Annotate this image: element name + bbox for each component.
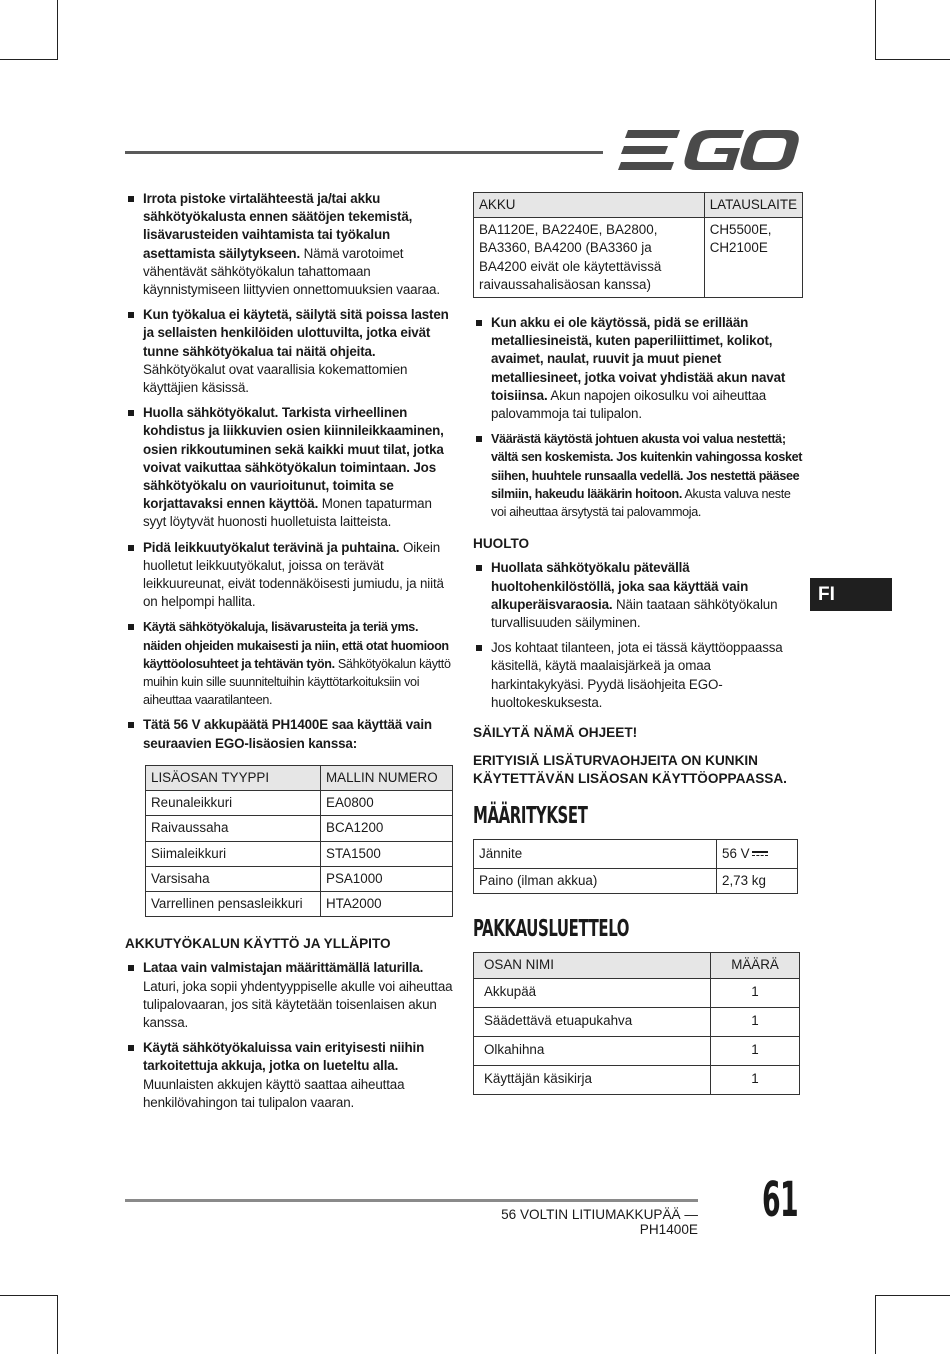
header-rule: [125, 151, 603, 154]
specs-table: [473, 839, 798, 894]
specs-title: MÄÄRITYKSET: [473, 802, 588, 829]
extra-safety-note: ERITYISIÄ LISÄTURVAOHJEITA ON KUNKIN KÄYTETTÄVÄN LISÄOSAN KÄYTTÖOPPAASSA.: [473, 753, 787, 787]
list-item: Tätä 56 V akkupäätä PH1400E saa käyttää vain seuraavien EGO-lisäosien kanssa:: [125, 716, 455, 752]
table-row: [146, 841, 453, 866]
list-item: Käytä sähkötyökaluja, lisävarusteita ja teriä yms. näiden ohjeiden mukaisesti ja niin, että otat huomioon käyttöolosuhteet ja tehtävän työn. Sähkötyökalun käyttö muihin kuin sille suunniteltuihin käyttötarkoituksiin voi aiheuttaa vaaratilanteen.: [125, 618, 455, 709]
table-cell: Säädettävä etuapukahva: [474, 1007, 711, 1036]
table-row: [146, 891, 453, 916]
crop-mark: [0, 59, 58, 60]
list-item: Kun työkalua ei käytetä, säilytä sitä poissa lasten ja sellaisten henkilöiden ulottuvilta, jotka eivät tunne sähkötyökalua tai näitä ohjeita. Sähkötyökalut ovat vaarallisia kokemattomien käyttäjien käsissä.: [125, 306, 455, 397]
list-item: Huolla sähkötyökalut. Tarkista virheellinen kohdistus ja liikkuvien osien kiinnileikkaaminen, osien rikkoutuminen sekä kaikki muut tilat, jotka voivat vaikuttaa sähkötyökalun toimintaan. Jos sähkötyökalu on vaurioitunut, toimita se korjattavaksi ennen käyttöä. Monen tapaturman syyt löytyvät huonosti huolletuista laitteista.: [125, 404, 455, 531]
table-row: [474, 978, 800, 1007]
crop-mark: [875, 1295, 876, 1354]
left-column: [125, 190, 455, 1119]
table-cell: Käyttäjän käsikirja: [474, 1065, 711, 1094]
packing-title: PAKKAUSLUETTELO: [473, 916, 630, 943]
packing-table: [473, 952, 800, 1094]
crop-mark: [875, 0, 876, 60]
list-item: Lataa vain valmistajan määrittämällä laturilla. Laturi, joka sopii yhdentyyppiselle akulle voi aiheuttaa tulipalovaaran, jos sitä käytetään toisenlaisen akun kanssa.: [125, 959, 455, 1032]
table-cell: 1: [711, 1007, 800, 1036]
crop-mark: [57, 0, 58, 60]
table-cell: [717, 839, 798, 868]
table-cell: 1: [711, 1065, 800, 1094]
table-cell: Varsisaha: [146, 866, 321, 891]
battery-table: [473, 192, 803, 298]
table-cell: Jännite: [474, 839, 717, 868]
language-tab: FI: [810, 578, 892, 611]
table-row: [474, 868, 798, 893]
list-item: Väärästä käytöstä johtuen akusta voi valua nestettä; vältä sen koskemista. Jos kuitenkin vahingossa kosket siihen, huuhtele runsaalla vedellä. Jos nestettä pääsee silmiin, hakeudu lääkärin hoitoon. Akusta valuva neste voi aiheuttaa ärsytystä tai palovammoja.: [473, 430, 805, 521]
table-cell: 1: [711, 1036, 800, 1065]
table-cell: 2,73 kg: [717, 868, 798, 893]
table-header-cell: LATAUSLAITE: [704, 193, 802, 218]
crop-mark: [0, 1295, 58, 1296]
footer-rule: [125, 1199, 698, 1202]
table-row: [474, 1036, 800, 1065]
table-cell: Siimaleikkuri: [146, 841, 321, 866]
table-cell: EA0800: [321, 791, 453, 816]
footer-text: 56 VOLTIN LITIUMAKKUPÄÄ — PH1400E: [501, 1207, 698, 1237]
right-column: [473, 192, 805, 1095]
crop-mark: [875, 1295, 950, 1296]
table-row: [146, 866, 453, 891]
table-cell: BCA1200: [321, 816, 453, 841]
list-item: Pidä leikkuutyökalut terävinä ja puhtaina. Oikein huolletut leikkuutyökalut, joissa on terävät leikkuureunat, eivät todennäköisesti jumiudu, ja niitä on helpompi hallita.: [125, 539, 455, 612]
crop-mark: [875, 59, 950, 60]
voltage-value: 56 V: [722, 845, 750, 861]
table-cell: 1: [711, 978, 800, 1007]
accessory-table: [145, 765, 453, 917]
table-header-row: [474, 193, 803, 218]
table-header-row: [474, 953, 800, 978]
table-cell: Akkupää: [474, 978, 711, 1007]
table-cell: Olkahihna: [474, 1036, 711, 1065]
table-header-row: [146, 765, 453, 790]
table-cell: STA1500: [321, 841, 453, 866]
page-number: 61: [762, 1172, 799, 1228]
table-header-cell: MALLIN NUMERO: [321, 765, 453, 790]
table-cell: BA1120E, BA2240E, BA2800, BA3360, BA4200 (BA3360 ja BA4200 eivät ole käytettävissä raivaussahalisäosan kanssa): [474, 218, 705, 298]
table-row: [146, 816, 453, 841]
save-instructions: SÄILYTÄ NÄMÄ OHJEET!: [473, 725, 638, 741]
table-cell: Raivaussaha: [146, 816, 321, 841]
table-row: [474, 218, 803, 298]
table-row: [474, 1065, 800, 1094]
list-item: Kun akku ei ole käytössä, pidä se erillään metalliesineistä, kuten paperiliittimet, kolikot, avaimet, naulat, ruuvit ja muut pienet metalliesineet, jotka voivat yhdistää akun navat toisiinsa. Akun napojen oikosulku voi aiheuttaa palovammoja tai tulipalon.: [473, 314, 805, 423]
table-header-cell: MÄÄRÄ: [711, 953, 800, 978]
list-item: Irrota pistoke virtalähteestä ja/tai akku sähkötyökalusta ennen säätöjen tekemistä, lisävarusteiden vaihtamista tai työkalun asettamista säilytykseen. Nämä varotoimet vähentävät sähkötyökalun tahattomaan käynnistymiseen liittyvien onnettomuuksien vaaraa.: [125, 190, 455, 299]
section-heading: AKKUTYÖKALUN KÄYTTÖ JA YLLÄPITO: [125, 936, 391, 952]
table-header-cell: LISÄOSAN TYYPPI: [146, 765, 321, 790]
table-header-cell: OSAN NIMI: [474, 953, 711, 978]
table-cell: Paino (ilman akkua): [474, 868, 717, 893]
table-row: [474, 1007, 800, 1036]
table-cell: HTA2000: [321, 891, 453, 916]
table-header-cell: AKKU: [474, 193, 705, 218]
list-item: Jos kohtaat tilanteen, jota ei tässä käyttöoppaassa käsitellä, käytä maalaisjärkeä ja omaa harkintakykyäsi. Pyydä lisäohjeita EGO-huoltokeskuksesta.: [473, 639, 805, 712]
table-cell: CH5500E, CH2100E: [704, 218, 802, 298]
crop-mark: [57, 1295, 58, 1354]
section-heading: HUOLTO: [473, 536, 530, 552]
list-item: Huollata sähkötyökalu pätevällä huoltohenkilöstöllä, joka saa käyttää vain alkuperäisvaraosia. Näin taataan sähkötyökalun turvallisuuden säilyminen.: [473, 559, 805, 632]
list-item: Käytä sähkötyökaluissa vain erityisesti niihin tarkoitettuja akkuja, jotka on lueteltu alla. Muunlaisten akkujen käyttö saattaa aiheuttaa henkilövahingon tai tulipalon vaaran.: [125, 1039, 455, 1112]
table-row: [146, 791, 453, 816]
table-row: [474, 839, 798, 868]
ego-logo: [618, 130, 800, 172]
table-cell: Reunaleikkuri: [146, 791, 321, 816]
table-cell: PSA1000: [321, 866, 453, 891]
table-cell: Varrellinen pensasleikkuri: [146, 891, 321, 916]
dc-symbol-icon: [752, 850, 768, 858]
